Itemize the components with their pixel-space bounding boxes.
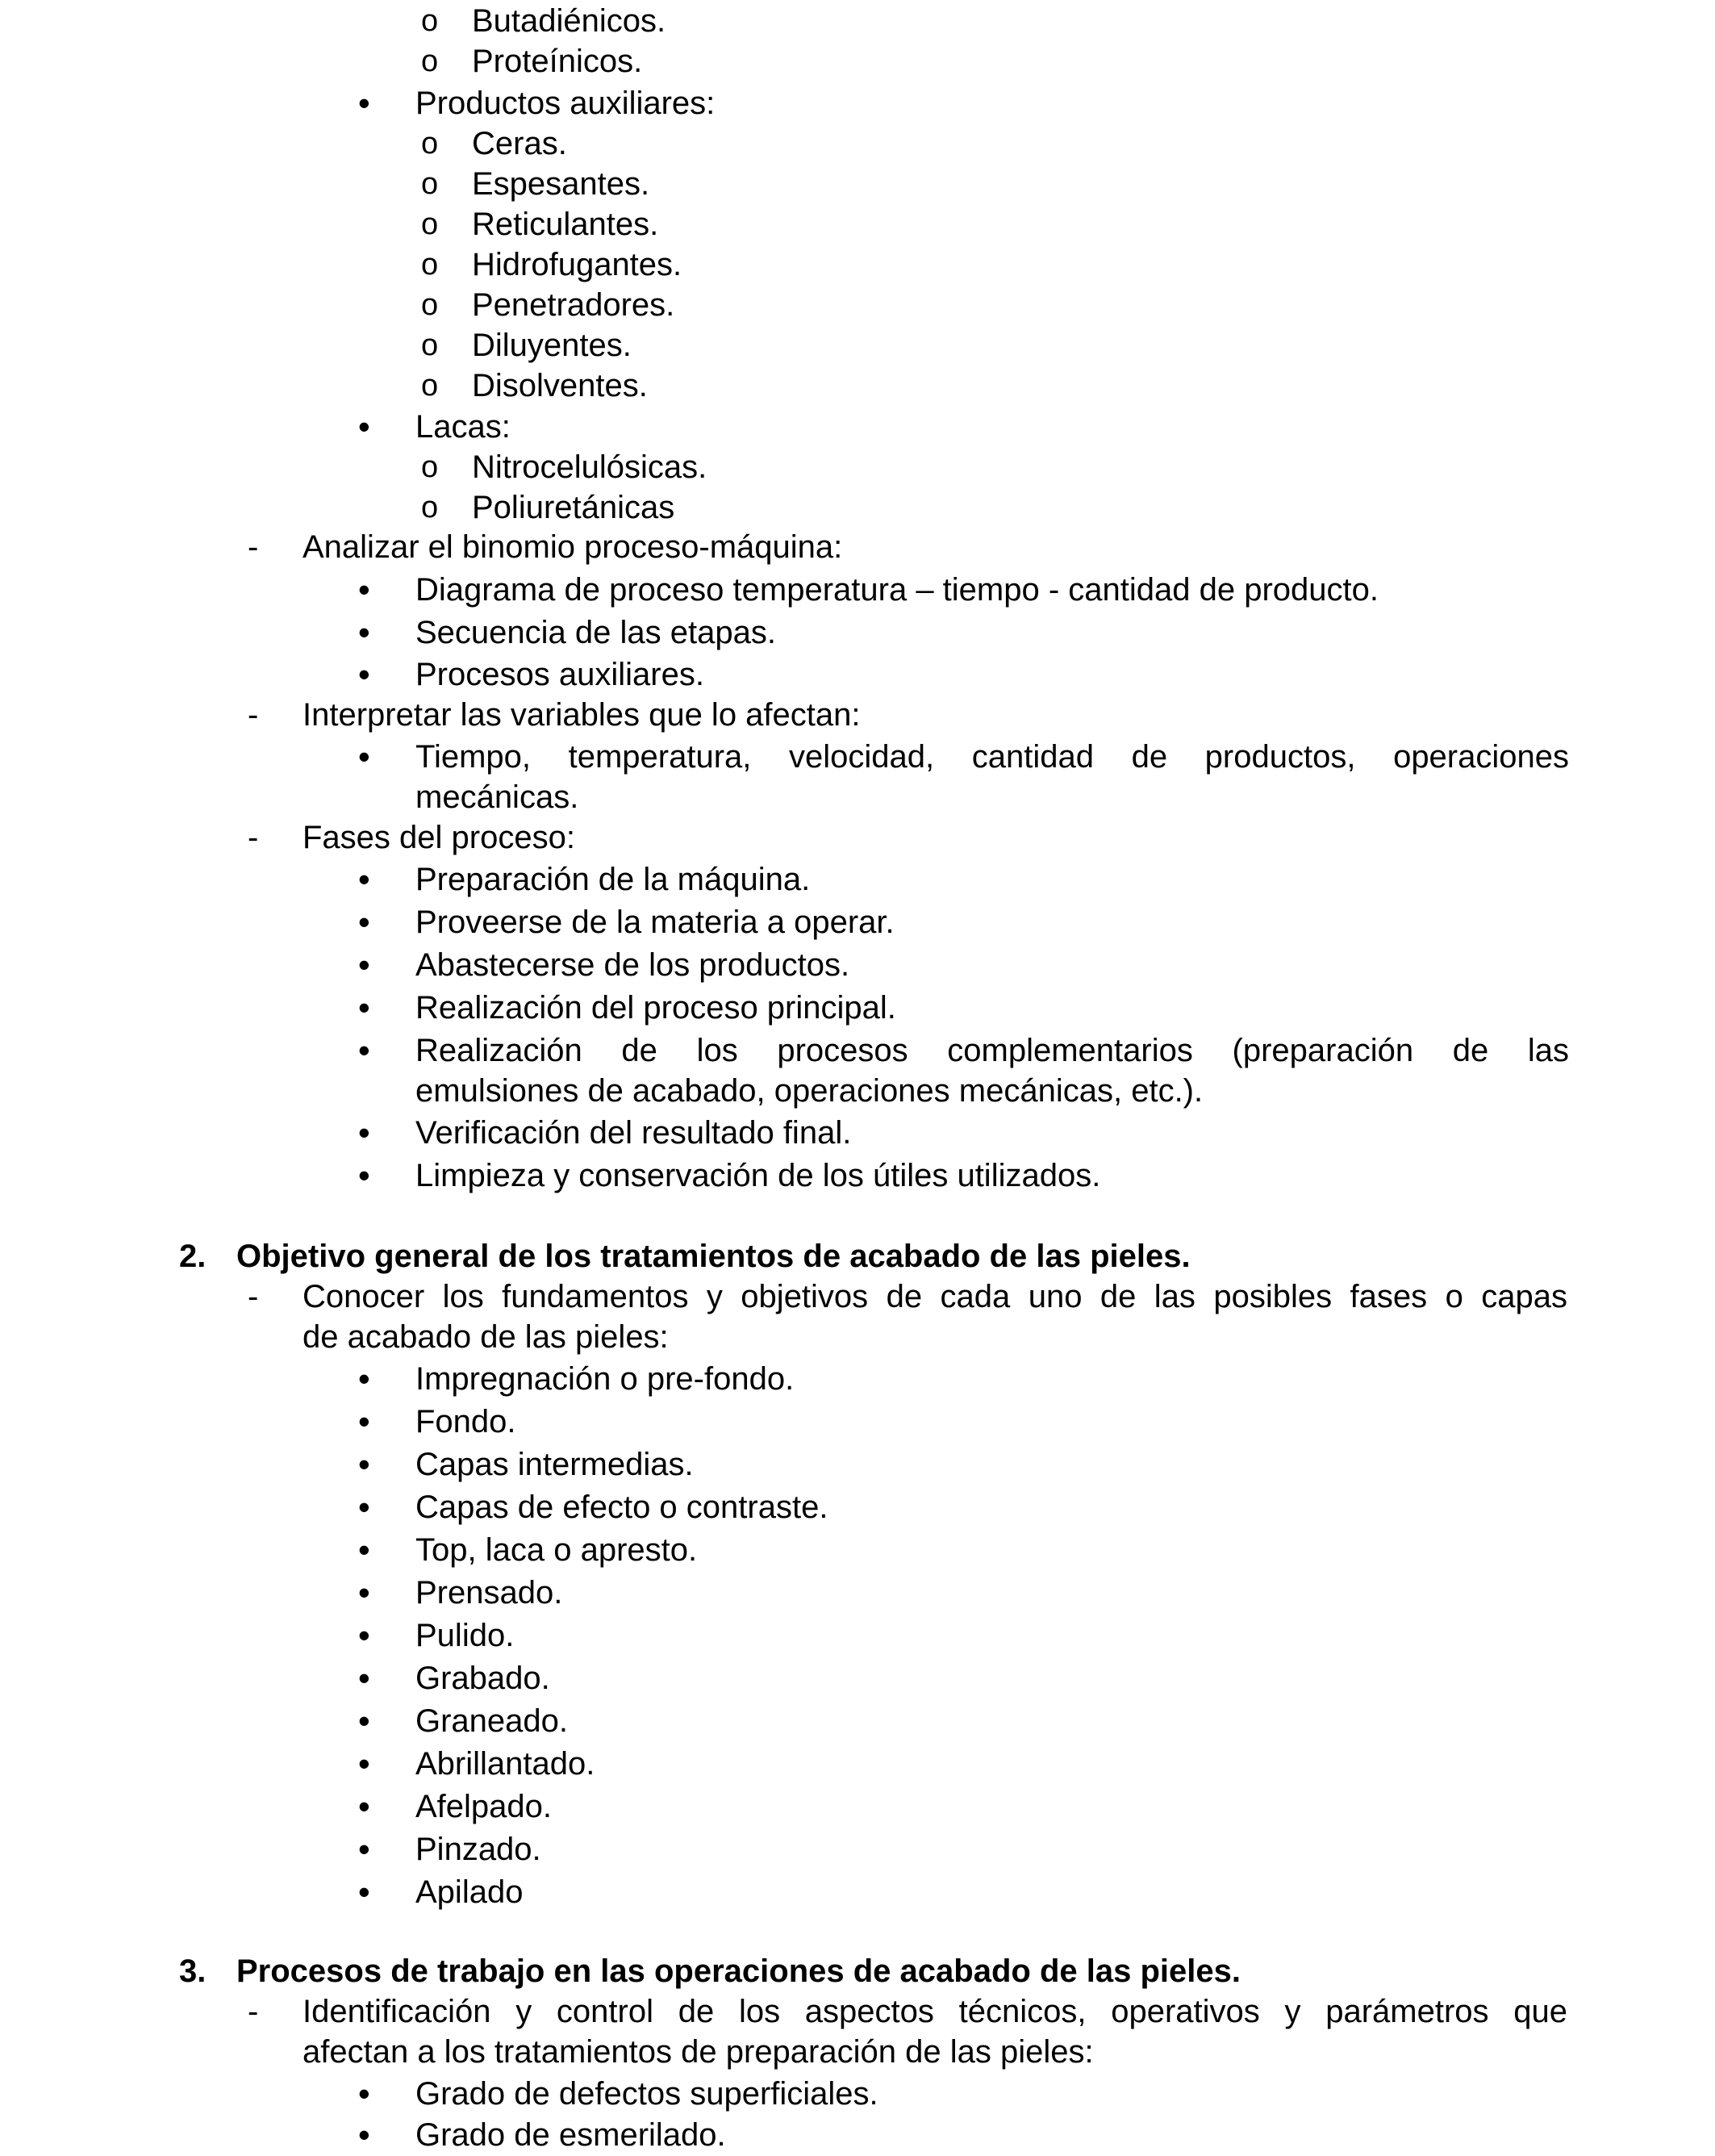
bullet-icon: • [358,988,370,1026]
list-item [0,1871,1715,1913]
list-item [0,1358,1715,1400]
dash-bullet-icon: - [248,1279,259,1314]
list-item-text: afectan a los tratamientos de preparación de las pieles: [303,2034,1094,2070]
circle-bullet-icon: o [421,491,439,524]
list-item-text: Fondo. [415,1404,516,1439]
circle-bullet-icon: o [421,450,439,484]
bullet-icon: • [358,860,370,898]
bullet-icon: • [358,1445,370,1483]
list-item-text: Realización del proceso principal. [415,990,896,1026]
list-item [0,1030,1715,1072]
bullet-icon: • [358,1702,370,1740]
list-item-text: de acabado de las pieles: [303,1319,669,1355]
list-item [0,365,1715,407]
bullet-icon: • [358,1744,370,1782]
dash-bullet-icon: - [248,820,259,855]
bullet-icon: • [358,2116,370,2154]
dash-bullet-icon: - [248,529,259,565]
list-item [0,203,1715,245]
list-item-text: Abastecerse de los productos. [415,947,850,983]
list-item [0,1572,1715,1614]
list-item-text: Realización de los procesos complementarios (preparación de las [415,1033,1569,1068]
list-item-text: Butadiénicos. [472,3,666,39]
list-item [0,1155,1715,1197]
list-item [0,487,1715,529]
list-item-continuation [0,1070,1715,1112]
list-item [0,1276,1715,1318]
list-item-text: Conocer los fundamentos y objetivos de cada uno de las posibles fases o capas [303,1279,1567,1314]
list-item-continuation [0,2031,1715,2073]
bullet-icon: • [358,1402,370,1440]
list-item [0,324,1715,366]
list-item [0,1615,1715,1657]
list-item-continuation [0,1316,1715,1358]
list-item-text: Prensado. [415,1575,563,1611]
bullet-icon: • [358,1873,370,1911]
list-item [0,1486,1715,1528]
list-item-text: Capas intermedias. [415,1447,694,1482]
bullet-icon: • [358,1114,370,1151]
bullet-icon: • [358,1659,370,1697]
circle-bullet-icon: o [421,207,439,241]
circle-bullet-icon: o [421,248,439,282]
list-item [0,2073,1715,2115]
list-item [0,82,1715,124]
list-item [0,0,1715,42]
list-item-text: Fases del proceso: [303,820,575,855]
list-item [0,1828,1715,1870]
list-item [0,163,1715,205]
list-item-text: Grado de esmerilado. [415,2117,726,2153]
list-item-text: Lacas: [415,409,511,445]
bullet-icon: • [358,407,370,445]
list-item-text: Interpretar las variables que lo afectan: [303,697,861,733]
list-item [0,654,1715,696]
circle-bullet-icon: o [421,127,439,161]
section-number: 2. [179,1239,207,1274]
circle-bullet-icon: o [421,328,439,362]
list-item [0,1743,1715,1785]
bullet-icon: • [358,1830,370,1868]
list-item-text: Diagrama de proceso temperatura – tiempo - cantidad de producto. [415,572,1379,608]
bullet-icon: • [358,84,370,122]
list-item [0,987,1715,1029]
list-item-text: Apilado [415,1874,524,1910]
list-item [0,1786,1715,1828]
bullet-icon: • [358,613,370,651]
bullet-icon: • [358,1616,370,1654]
bullet-icon: • [358,570,370,608]
list-item [0,1444,1715,1485]
list-item-text: Hidrofugantes. [472,247,682,282]
list-item [0,694,1715,736]
bullet-icon: • [358,1156,370,1194]
list-item-text: Grabado. [415,1661,550,1696]
bullet-icon: • [358,1573,370,1611]
list-item [0,1700,1715,1742]
circle-bullet-icon: o [421,288,439,322]
bullet-icon: • [358,737,370,775]
bullet-icon: • [358,655,370,693]
list-item-text: Procesos auxiliares. [415,657,704,692]
list-item-text: Diluyentes. [472,328,632,363]
list-item-text: Capas de efecto o contraste. [415,1490,828,1525]
dash-bullet-icon: - [248,1994,259,2029]
list-item [0,736,1715,778]
list-item-text: Top, laca o apresto. [415,1532,698,1568]
list-item [0,1991,1715,2033]
list-item-text: Pulido. [415,1618,515,1653]
list-item-text: Proveerse de la materia a operar. [415,905,895,940]
list-item-text: Abrillantado. [415,1746,595,1782]
section-title: Procesos de trabajo en las operaciones de acabado de las pieles. [236,1953,1241,1989]
list-item [0,901,1715,943]
list-item-text: Analizar el binomio proceso-máquina: [303,529,843,565]
list-item-text: Impregnación o pre-fondo. [415,1361,795,1397]
section-heading [0,1235,1715,1277]
list-item-text: Poliuretánicas [472,490,675,525]
list-item-text: mecánicas. [415,779,579,815]
section-number: 3. [179,1953,207,1989]
circle-bullet-icon: o [421,167,439,201]
list-item-text: Limpieza y conservación de los útiles utilizados. [415,1158,1101,1193]
list-item [0,526,1715,568]
bullet-icon: • [358,903,370,941]
bullet-icon: • [358,1531,370,1569]
list-item [0,123,1715,165]
list-item-text: emulsiones de acabado, operaciones mecánicas, etc.). [415,1073,1204,1109]
bullet-icon: • [358,1031,370,1069]
list-item [0,244,1715,286]
list-item [0,1401,1715,1443]
list-item-text: Penetradores. [472,287,675,323]
list-item-text: Identificación y control de los aspectos técnicos, operativos y parámetros que [303,1994,1567,2029]
list-item [0,859,1715,900]
list-item [0,569,1715,611]
circle-bullet-icon: o [421,369,439,403]
list-item-text: Afelpado. [415,1789,553,1824]
list-item-text: Ceras. [472,126,567,161]
section-title: Objetivo general de los tratamientos de acabado de las pieles. [236,1239,1191,1274]
list-item [0,406,1715,448]
list-item-text: Reticulantes. [472,207,659,242]
section-heading [0,1950,1715,1992]
bullet-icon: • [358,2075,370,2112]
list-item-text: Productos auxiliares: [415,86,716,121]
list-item [0,1112,1715,1154]
list-item-text: Secuencia de las etapas. [415,615,776,650]
circle-bullet-icon: o [421,44,439,78]
list-item-text: Espesantes. [472,166,650,202]
list-item [0,2114,1715,2156]
circle-bullet-icon: o [421,4,439,38]
list-item-text: Verificación del resultado final. [415,1115,852,1151]
list-item-text: Disolventes. [472,368,648,403]
list-item-text: Proteínicos. [472,44,643,79]
list-item-text: Tiempo, temperatura, velocidad, cantidad de productos, operaciones [415,739,1569,775]
list-item-continuation [0,776,1715,818]
list-item-text: Preparación de la máquina. [415,862,811,897]
list-item [0,1529,1715,1571]
bullet-icon: • [358,1360,370,1398]
bullet-icon: • [358,946,370,984]
list-item [0,446,1715,488]
list-item [0,284,1715,326]
list-item-text: Graneado. [415,1703,569,1739]
bullet-icon: • [358,1488,370,1526]
list-item [0,1657,1715,1699]
list-item-text: Nitrocelulósicas. [472,449,707,485]
list-item [0,612,1715,654]
list-item [0,817,1715,859]
list-item-text: Pinzado. [415,1832,541,1867]
list-item [0,944,1715,986]
bullet-icon: • [358,1787,370,1825]
list-item-text: Grado de defectos superficiales. [415,2076,878,2112]
dash-bullet-icon: - [248,697,259,733]
list-item [0,40,1715,82]
